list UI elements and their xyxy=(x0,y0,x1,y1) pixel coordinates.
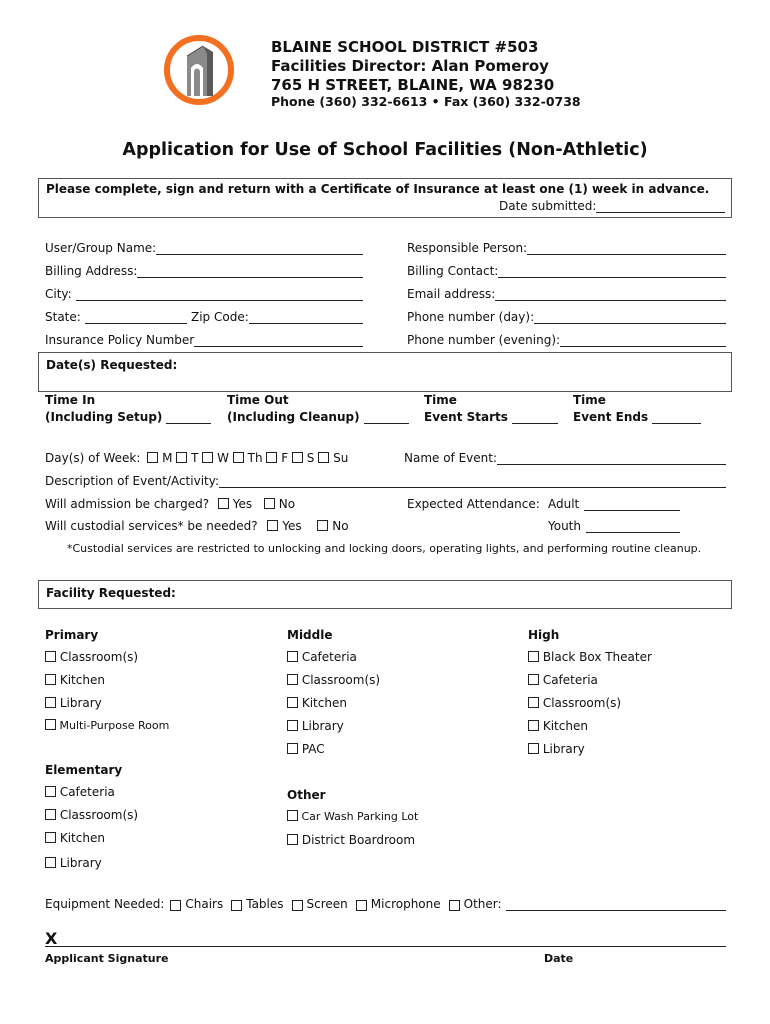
date-submitted-label: Date submitted: xyxy=(499,199,597,213)
custodial-yes-checkbox[interactable] xyxy=(267,520,278,531)
high-classrooms-checkbox[interactable] xyxy=(528,697,539,708)
dates-requested-box[interactable] xyxy=(38,352,732,392)
youth-field[interactable] xyxy=(586,521,680,533)
equipment-label: Equipment Needed: xyxy=(45,897,165,911)
middle-cafeteria-label: Cafeteria xyxy=(301,650,357,664)
day-label-f: F xyxy=(281,451,289,465)
phone-day-field[interactable] xyxy=(534,312,726,324)
facility-requested-label: Facility Requested: xyxy=(46,586,176,600)
elementary-heading: Elementary xyxy=(45,763,123,777)
day-label-w: W xyxy=(217,451,229,465)
equipment-other-label: Other: xyxy=(463,897,502,911)
day-label-th: Th xyxy=(247,451,263,465)
user-group-field[interactable] xyxy=(156,243,363,255)
district-name: BLAINE SCHOOL DISTRICT #503 xyxy=(271,38,539,56)
equipment-microphone-checkbox[interactable] xyxy=(356,900,367,911)
expected-attendance-label: Expected Attendance: xyxy=(407,497,540,511)
other-heading: Other xyxy=(287,788,326,802)
signature-line[interactable] xyxy=(45,946,726,947)
event-end-sublabel: Event Ends xyxy=(573,410,649,424)
facilities-director: Facilities Director: Alan Pomeroy xyxy=(271,57,549,75)
date-submitted-field[interactable] xyxy=(596,201,725,213)
event-end-field[interactable] xyxy=(652,412,701,424)
middle-kitchen-checkbox[interactable] xyxy=(287,697,298,708)
elementary-library-checkbox[interactable] xyxy=(45,857,56,868)
elementary-item xyxy=(45,831,105,845)
admission-no-checkbox[interactable] xyxy=(264,498,275,509)
time-in-sublabel: (Including Setup) xyxy=(45,410,163,424)
middle-library-checkbox[interactable] xyxy=(287,720,298,731)
day-checkbox-s[interactable] xyxy=(292,452,303,463)
high-library-label: Library xyxy=(542,742,585,756)
custodial-question-label: Will custodial services* be needed? xyxy=(45,519,258,533)
equipment-screen-checkbox[interactable] xyxy=(292,900,303,911)
day-label-m: M xyxy=(162,451,173,465)
day-checkbox-su[interactable] xyxy=(318,452,329,463)
primary-library-checkbox[interactable] xyxy=(45,697,56,708)
primary-item xyxy=(45,673,105,687)
high-cafeteria-label: Cafeteria xyxy=(542,673,598,687)
high-blackbox-checkbox[interactable] xyxy=(528,651,539,662)
district-logo xyxy=(163,34,235,106)
elementary-cafeteria-label: Cafeteria xyxy=(59,785,115,799)
middle-cafeteria-checkbox[interactable] xyxy=(287,651,298,662)
insurance-label: Insurance Policy Number xyxy=(45,333,195,347)
event-name-label: Name of Event: xyxy=(404,451,498,465)
high-classrooms-label: Classroom(s) xyxy=(542,696,622,710)
dates-requested-label: Date(s) Requested: xyxy=(46,358,178,372)
zip-field[interactable] xyxy=(249,312,363,324)
middle-classrooms-checkbox[interactable] xyxy=(287,674,298,685)
user-group-label: User/Group Name: xyxy=(45,241,157,255)
responsible-person-field[interactable] xyxy=(527,243,726,255)
elementary-classrooms-label: Classroom(s) xyxy=(59,808,139,822)
email-label: Email address: xyxy=(407,287,496,301)
day-checkbox-th[interactable] xyxy=(233,452,244,463)
phone-evening-label: Phone number (evening): xyxy=(407,333,561,347)
event-start-field[interactable] xyxy=(512,412,558,424)
elementary-item xyxy=(45,856,102,870)
time-out-sublabel: (Including Cleanup) xyxy=(227,410,360,424)
responsible-person-label: Responsible Person: xyxy=(407,241,528,255)
admission-yes-checkbox[interactable] xyxy=(218,498,229,509)
youth-label: Youth xyxy=(548,519,581,533)
custodial-yes-label: Yes xyxy=(282,519,302,533)
district-address: 765 H STREET, BLAINE, WA 98230 xyxy=(271,76,555,94)
other-carwash-checkbox[interactable] xyxy=(287,810,298,821)
middle-pac-checkbox[interactable] xyxy=(287,743,298,754)
signature-x: X xyxy=(45,929,58,948)
high-heading: High xyxy=(528,628,560,642)
phone-day-label: Phone number (day): xyxy=(407,310,535,324)
zip-label: Zip Code: xyxy=(191,310,249,324)
other-item xyxy=(287,833,415,847)
page-title: Application for Use of School Facilities (Non-Athletic) xyxy=(122,140,648,160)
equipment-screen-label: Screen xyxy=(306,897,348,911)
day-label-su: Su xyxy=(333,451,349,465)
day-checkbox-f[interactable] xyxy=(266,452,277,463)
elementary-item xyxy=(45,808,138,822)
day-label-s: S xyxy=(306,451,315,465)
admission-yes-label: Yes xyxy=(232,497,253,511)
billing-address-field[interactable] xyxy=(137,266,363,278)
time-in-field[interactable] xyxy=(166,412,211,424)
days-label: Day(s) of Week: xyxy=(45,451,141,465)
middle-item xyxy=(287,650,357,664)
primary-item xyxy=(45,696,102,710)
high-kitchen-checkbox[interactable] xyxy=(528,720,539,731)
state-field[interactable] xyxy=(85,312,187,324)
email-field[interactable] xyxy=(495,289,726,301)
middle-item xyxy=(287,696,347,710)
school-tower-logo-icon xyxy=(163,34,235,106)
signature-date-label: Date xyxy=(544,952,574,965)
primary-heading: Primary xyxy=(45,628,99,642)
equipment-chairs-label: Chairs xyxy=(185,897,224,911)
applicant-signature-label: Applicant Signature xyxy=(45,952,169,965)
primary-item xyxy=(45,650,138,664)
elementary-classrooms-checkbox[interactable] xyxy=(45,809,56,820)
billing-contact-field[interactable] xyxy=(498,266,726,278)
adult-label: Adult xyxy=(548,497,580,511)
middle-kitchen-label: Kitchen xyxy=(301,696,347,710)
description-label: Description of Event/Activity: xyxy=(45,474,220,488)
city-label: City: xyxy=(45,287,72,301)
instructions-text: Please complete, sign and return with a Certificate of Insurance at least one (1) week in advance. xyxy=(46,182,710,196)
facility-requested-box xyxy=(38,580,732,609)
equipment-tables-label: Tables xyxy=(246,897,284,911)
other-carwash-label: Car Wash Parking Lot xyxy=(301,810,419,823)
city-field[interactable] xyxy=(76,289,363,301)
middle-library-label: Library xyxy=(301,719,344,733)
other-item xyxy=(287,810,418,823)
time-out-label: Time Out xyxy=(227,393,289,407)
custodial-no-checkbox[interactable] xyxy=(317,520,328,531)
days-of-week xyxy=(45,451,348,465)
high-item xyxy=(528,650,652,664)
high-item xyxy=(528,673,598,687)
equipment-row xyxy=(45,897,726,911)
middle-item xyxy=(287,742,325,756)
middle-heading: Middle xyxy=(287,628,333,642)
day-checkbox-m[interactable] xyxy=(147,452,158,463)
middle-item xyxy=(287,673,380,687)
custodial-note: *Custodial services are restricted to unlocking and locking doors, operating lights, and performing routine cleanup. xyxy=(67,542,702,555)
primary-classrooms-label: Classroom(s) xyxy=(59,650,139,664)
primary-multipurpose-label: Multi-Purpose Room xyxy=(59,719,170,732)
primary-multipurpose-checkbox[interactable] xyxy=(45,719,56,730)
day-checkbox-w[interactable] xyxy=(202,452,213,463)
high-cafeteria-checkbox[interactable] xyxy=(528,674,539,685)
adult-field[interactable] xyxy=(584,499,680,511)
phone-evening-field[interactable] xyxy=(560,335,726,347)
primary-library-label: Library xyxy=(59,696,102,710)
event-start-sublabel: Event Starts xyxy=(424,410,508,424)
instructions-box xyxy=(38,178,732,218)
event-end-label: Time xyxy=(573,393,606,407)
equipment-other-field[interactable] xyxy=(506,899,726,911)
primary-kitchen-checkbox[interactable] xyxy=(45,674,56,685)
elementary-kitchen-checkbox[interactable] xyxy=(45,832,56,843)
high-blackbox-label: Black Box Theater xyxy=(542,650,652,664)
custodial-no-label: No xyxy=(332,519,349,533)
other-boardroom-checkbox[interactable] xyxy=(287,834,298,845)
billing-address-label: Billing Address: xyxy=(45,264,138,278)
middle-classrooms-label: Classroom(s) xyxy=(301,673,381,687)
equipment-microphone-label: Microphone xyxy=(370,897,441,911)
time-out-field[interactable] xyxy=(364,412,409,424)
equipment-tables-checkbox[interactable] xyxy=(231,900,242,911)
primary-classrooms-checkbox[interactable] xyxy=(45,651,56,662)
elementary-item xyxy=(45,785,115,799)
high-item xyxy=(528,696,621,710)
middle-item xyxy=(287,719,344,733)
elementary-library-label: Library xyxy=(59,856,102,870)
custodial-question xyxy=(45,519,349,533)
other-boardroom-label: District Boardroom xyxy=(301,833,416,847)
middle-pac-label: PAC xyxy=(301,742,325,756)
day-checkbox-t[interactable] xyxy=(176,452,187,463)
insurance-field[interactable] xyxy=(194,335,363,347)
primary-kitchen-label: Kitchen xyxy=(59,673,105,687)
time-in-label: Time In xyxy=(45,393,96,407)
admission-question-label: Will admission be charged? xyxy=(45,497,210,511)
admission-question xyxy=(45,497,295,511)
event-name-field[interactable] xyxy=(497,453,726,465)
day-label-t: T xyxy=(191,451,199,465)
event-start-label: Time xyxy=(424,393,457,407)
billing-contact-label: Billing Contact: xyxy=(407,264,499,278)
description-field[interactable] xyxy=(219,476,726,488)
high-kitchen-label: Kitchen xyxy=(542,719,588,733)
high-item xyxy=(528,719,588,733)
equipment-other-checkbox[interactable] xyxy=(449,900,460,911)
high-item xyxy=(528,742,585,756)
elementary-kitchen-label: Kitchen xyxy=(59,831,105,845)
equipment-chairs-checkbox[interactable] xyxy=(170,900,181,911)
phone-fax: Phone (360) 332-6613 • Fax (360) 332-0738 xyxy=(271,94,581,109)
primary-item xyxy=(45,719,169,732)
high-library-checkbox[interactable] xyxy=(528,743,539,754)
state-label: State: xyxy=(45,310,81,324)
elementary-cafeteria-checkbox[interactable] xyxy=(45,786,56,797)
admission-no-label: No xyxy=(278,497,296,511)
